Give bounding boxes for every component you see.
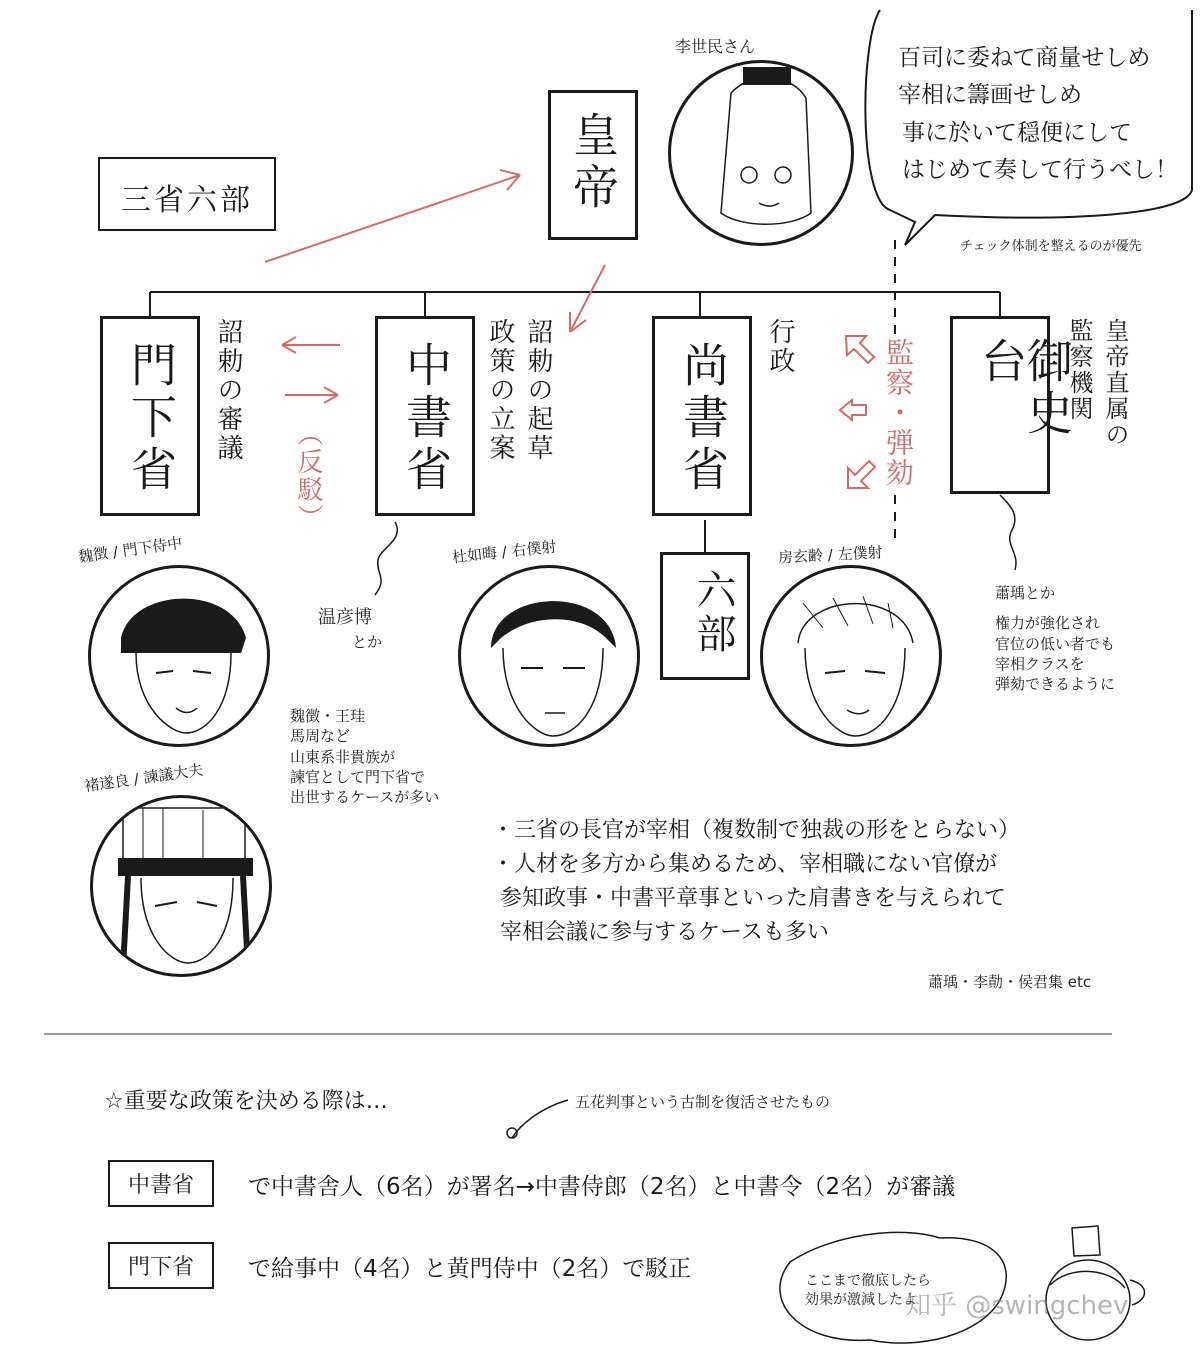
shosho-box xyxy=(652,316,752,516)
fangxuanling-portrait xyxy=(760,565,942,747)
hanbaku-label: （反駁） xyxy=(293,420,323,532)
duruhui-caption: 杜如晦 / 右僕射 xyxy=(451,537,558,567)
title-box xyxy=(98,157,276,231)
gyoshi-leader xyxy=(1000,495,1016,570)
gyoshi-note-5: 弾劾できるように xyxy=(995,675,1116,693)
speech-line-4: はじめて奏して行うべし！ xyxy=(902,156,1178,183)
fangxuanling-face-icon xyxy=(763,568,942,747)
gyoshi-role-2: 監察機関 xyxy=(1065,318,1093,422)
speech-line-1: 百司に委ねて商量せしめ xyxy=(898,45,1151,71)
bullet-3: 参知政事・中書平章事といった肩書きを与えられて xyxy=(500,886,1007,912)
shosho-role: 行政 xyxy=(765,318,795,376)
people-line-1: 魏徴・王珪 xyxy=(290,707,366,725)
speech-text xyxy=(898,40,1178,189)
bubble-line-2: 効果が激減したよ xyxy=(805,1291,917,1308)
emperor-box xyxy=(548,90,638,240)
rikubu-label: 六部 xyxy=(690,569,736,657)
policy-note-leader xyxy=(512,1100,568,1138)
duruhui-portrait xyxy=(458,565,640,747)
chusuiliang-face-icon xyxy=(93,798,272,977)
watermark: 知乎 @swingchev xyxy=(905,1291,1129,1321)
people-line-2: 馬周など xyxy=(290,727,351,746)
speech-line-2: 宰相に籌画せしめ xyxy=(898,82,1082,109)
bullet-1: ・三省の長官が宰相（複数制で独裁の形をとらない） xyxy=(492,818,1021,843)
chusuiliang-portrait xyxy=(90,795,272,977)
weizheng-caption: 魏徴 / 門下侍中 xyxy=(77,533,184,567)
hollow-red-arrows xyxy=(840,336,875,488)
chibi-character xyxy=(1046,1226,1145,1340)
menka-box xyxy=(100,316,200,516)
chusho-role-1: 詔勅の起草 xyxy=(523,318,553,463)
fangxuanling-caption: 房玄齢 / 左僕射 xyxy=(777,543,883,567)
menka-label: 門下省 xyxy=(124,341,178,497)
chusho-role-2: 政策の立案 xyxy=(485,318,515,463)
policy-row1-text: で中書舎人（6名）が署名→中書侍郎（2名）と中書令（2名）が審議 xyxy=(248,1174,956,1200)
people-line-5: 出世するケースが多い xyxy=(290,788,440,806)
kansatsu-label: 監察・弾劾 xyxy=(878,338,918,488)
speech-caption: チェック体制を整えるのが優先 xyxy=(960,239,1142,254)
emperor-portrait xyxy=(668,60,854,246)
emperor-label: 皇帝 xyxy=(566,111,620,215)
policy-row2-box: 門下省 xyxy=(108,1242,214,1289)
emperor-face-icon xyxy=(671,63,854,246)
bubble-line-1: ここまで徹底したら xyxy=(805,1273,931,1289)
red-arrow-left xyxy=(282,337,340,353)
rikubu-box xyxy=(660,552,750,680)
bullet-2: ・人材を多方から集めるため、宰相職にない官僚が xyxy=(492,852,998,878)
gyoshi-note-3: 官位の低い者でも xyxy=(995,634,1116,653)
gyoshi-box xyxy=(950,316,1074,494)
shosho-people xyxy=(290,706,439,807)
red-arrow-right xyxy=(285,387,338,403)
policy-note: 五花判事という古制を復活させたもの xyxy=(575,1093,831,1111)
onsho-sub: とか xyxy=(352,633,383,651)
bullets-note: 蕭瑀・李勣・侯君集 etc xyxy=(928,973,1092,991)
shosho-label: 尚書省 xyxy=(676,341,730,497)
emperor-name: 李世民さん xyxy=(675,37,756,56)
gyoshi-label: 御史台 xyxy=(974,337,1074,441)
gyoshi-notes xyxy=(995,583,1115,694)
weizheng-portrait xyxy=(88,565,270,747)
menka-role: 詔勅の審議 xyxy=(213,318,243,463)
chusho-box xyxy=(375,316,475,516)
gyoshi-note-2: 権力が強化され xyxy=(995,614,1101,633)
speech-line-3: 事に於いて穏便にして xyxy=(902,119,1132,146)
gyoshi-note-4: 宰相クラスを xyxy=(995,654,1085,673)
duruhui-face-icon xyxy=(461,568,640,747)
policy-row2-text: で給事中（4名）と黄門侍中（2名）で駁正 xyxy=(248,1256,692,1282)
gyoshi-note-1: 蕭瑀とか xyxy=(995,584,1056,602)
red-arrow-to-emperor xyxy=(265,175,520,262)
weizheng-face-icon xyxy=(91,568,270,747)
policy-heading: ☆重要な政策を決める際は… xyxy=(104,1089,388,1114)
policy-row1-box: 中書省 xyxy=(108,1160,214,1207)
gyoshi-role-1: 皇帝直属の xyxy=(1101,318,1129,448)
title-text: 三省六部 xyxy=(121,183,253,218)
people-line-3: 山東系非貴族が xyxy=(290,747,396,766)
chusho-label: 中書省 xyxy=(399,341,453,497)
chusuiliang-caption: 褚遂良 / 諫議大夫 xyxy=(83,760,205,796)
onsho-leader xyxy=(375,522,397,595)
people-line-4: 諫官として門下省で xyxy=(290,767,426,786)
tree-drop-lines xyxy=(150,292,1000,318)
red-arrow-emperor-chusho xyxy=(570,265,605,332)
bullet-list xyxy=(492,814,1020,950)
bullet-4: 宰相会議に参与するケースも多い xyxy=(500,920,829,946)
onsho-name: 温彦博 xyxy=(318,607,372,628)
